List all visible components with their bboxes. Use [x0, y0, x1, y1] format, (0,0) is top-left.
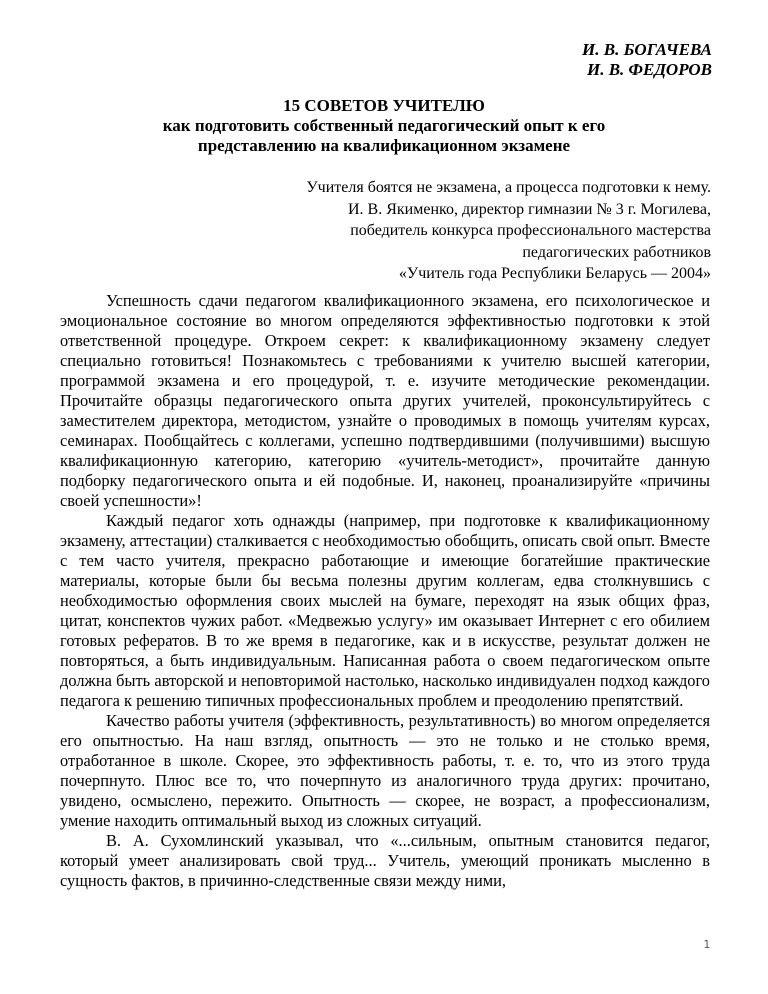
document-title: 15 СОВЕТОВ УЧИТЕЛЮ	[283, 96, 485, 115]
epigraph-attribution: «Учитель года Республики Беларусь — 2004»	[398, 265, 711, 283]
epigraph-attribution: педагогических работников	[522, 243, 711, 261]
subtitle-line: представлению на квалификационном экзамене	[197, 136, 571, 155]
author-name: И. В. ФЕДОРОВ	[586, 60, 712, 79]
epigraph-attribution: победитель конкурса профессионального мастерства	[350, 222, 711, 240]
title-block	[60, 96, 708, 156]
paragraph: Успешность сдачи педагогом квалификационного экзамена, его психологическое и эмоциональное состояние во многом определяются эффективностью подготовки к этой ответственной процедуре. Откроем секрет: к квалификационному экзамену следует специально готовиться! Познакомьтесь с требованиями к учителю высшей категории, программой экзамена и его процедурой, т. е. изучите методические рекомендации. Прочитайте образцы педагогического опыта других учителей, проконсультируйтесь с заместителем директора, методистом, узнайте о проводимых в помощь учителям курсах, семинарах. Пообщайтесь с коллегами, успешно подтвердившими (получившими) высшую квалификационную категорию, категорию «учитель-методист», прочитайте данную подборку педагогического опыта и ей подобные. И, наконец, проанализируйте «причины своей успешности»!	[60, 291, 710, 510]
epigraph	[306, 177, 711, 285]
paragraph: Качество работы учителя (эффективность, результативность) во многом определяется его опытностью. На наш взгляд, опытность — это не только и не столько время, отработанное в школе. Скорее, это эффективность работы, т. е. то, что из этого труда почерпнуто. Плюс все то, что почерпнуто из аналогичного труда других: прочитано, увидено, осмыслено, пережито. Опытность — скорее, не возраст, а профессионализм, умение находить оптимальный выход из сложных ситуаций.	[60, 711, 710, 830]
author-name: И. В. БОГАЧЕВА	[582, 40, 712, 59]
subtitle-line: как подготовить собственный педагогический опыт к его	[162, 116, 606, 135]
paragraph: В. А. Сухомлинский указывал, что «...сильным, опытным становится педагог, который умеет анализировать свой труд... Учитель, умеющий проникать мысленно в сущность фактов, в причинно-следственные связи между ними,	[60, 831, 710, 890]
page-number: 1	[703, 938, 710, 951]
epigraph-quote: Учителя боятся не экзамена, а процесса подготовки к нему.	[306, 179, 711, 196]
epigraph-attribution: И. В. Якименко, директор гимназии № 3 г. Могилева,	[348, 200, 711, 218]
authors-block	[582, 40, 712, 80]
paragraph: Каждый педагог хоть однажды (например, при подготовке к квалификационному экзамену, аттестации) сталкивается с необходимостью обобщить, описать свой опыт. Вместе с тем часто учителя, прекрасно работающие и имеющие богатейшие практические материалы, которые были бы весьма полезны другим коллегам, едва столкнувшись с необходимостью оформления своих мыслей на бумаге, переходят на язык общих фраз, цитат, конспектов чужих работ. «Медвежью услугу» им оказывает Интернет с его обилием готовых рефератов. В то же время в педагогике, как и в искусстве, результат должен не повторяться, а быть индивидуальным. Написанная работа о своем педагогическом опыте должна быть авторской и неповторимой настолько, насколько индивидуален подход каждого педагога к решению типичных профессиональных проблем и преодолению препятствий.	[60, 511, 710, 710]
body-text	[60, 291, 710, 891]
